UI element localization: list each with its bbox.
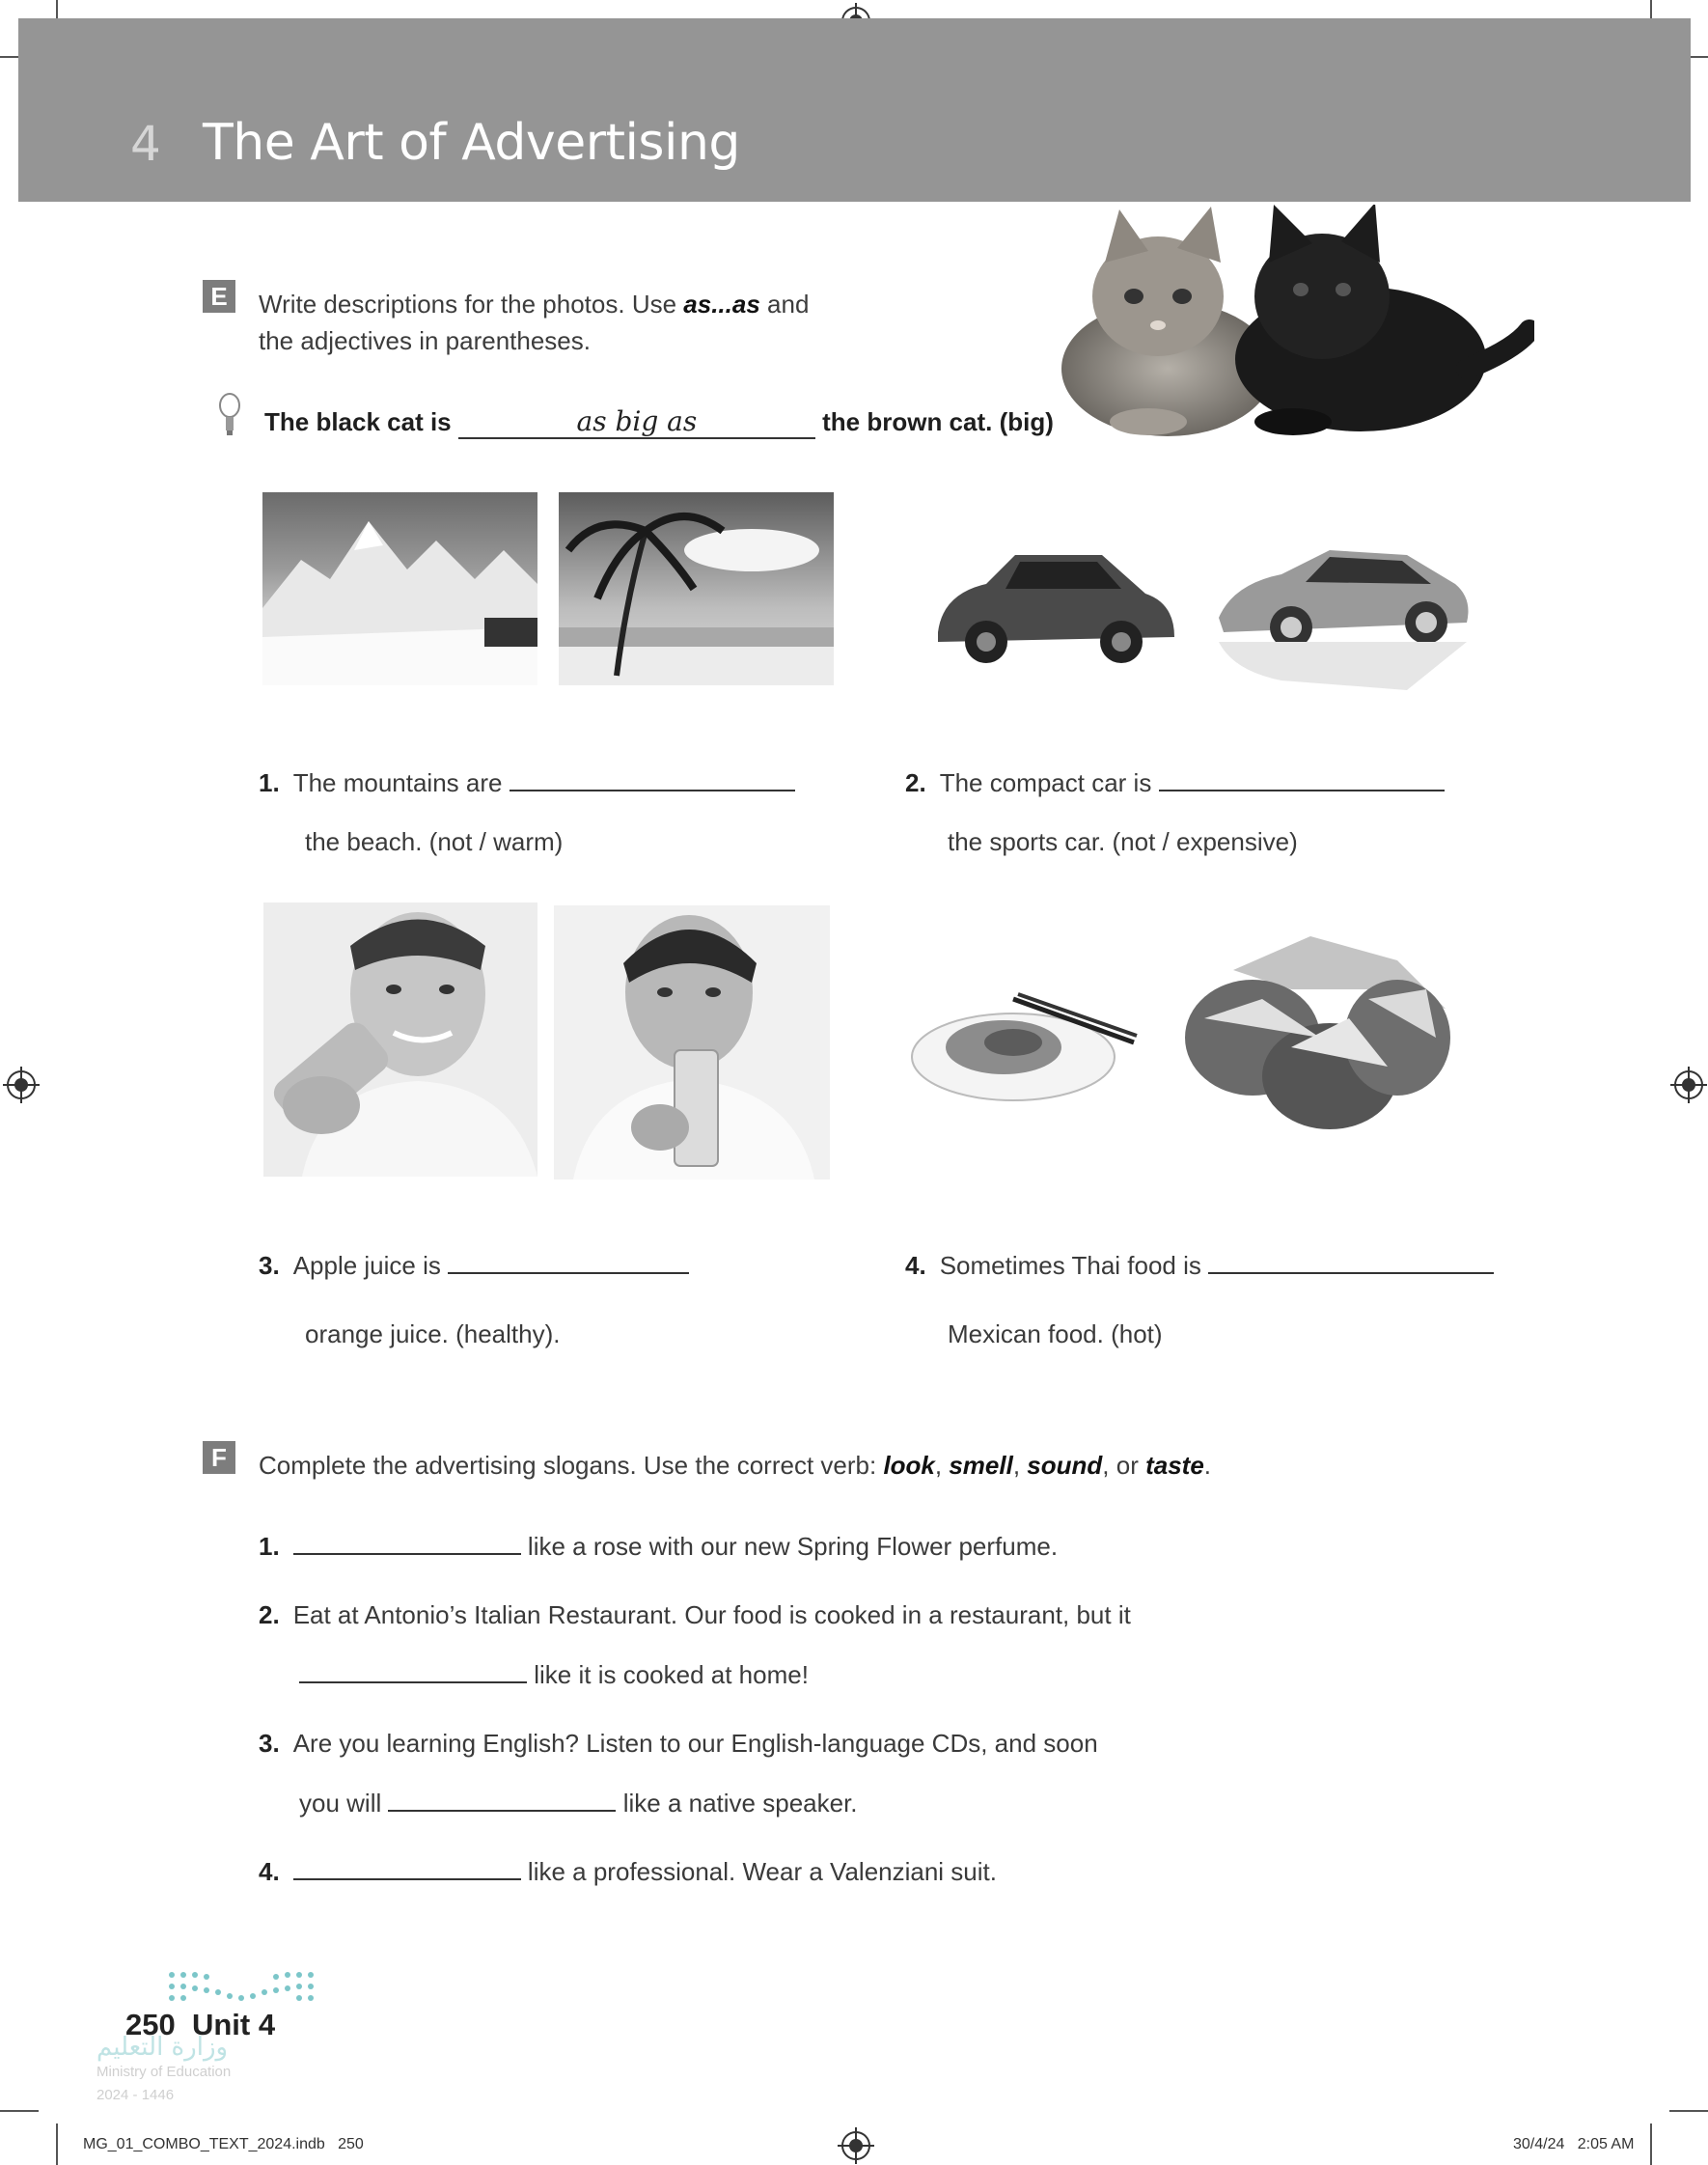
question-4: 4. Sometimes Thai food is <box>905 1251 1494 1281</box>
slogan-1: 1. like a rose with our new Spring Flower perfume. <box>259 1532 1059 1561</box>
section-badge-e: E <box>203 280 235 313</box>
crop-mark <box>1650 2123 1652 2165</box>
slogan-blank-2[interactable] <box>299 1681 527 1683</box>
print-date: 30/4/24 2:05 AM <box>1513 2136 1635 2152</box>
mountains-photo <box>262 492 537 685</box>
slogan-3-line2: you will like a native speaker. <box>299 1789 858 1818</box>
sports-car-photo <box>1214 526 1474 719</box>
registration-mark-icon <box>841 2131 870 2160</box>
example-answer: as big as <box>458 405 815 439</box>
young-man-water-photo <box>263 902 537 1177</box>
slogan-2-line2: like it is cooked at home! <box>299 1660 809 1690</box>
section-f-instruction: Complete the advertising slogans. Use the correct verb: look, smell, sound, or taste. <box>259 1451 1212 1480</box>
answer-blank-2[interactable] <box>1159 790 1445 791</box>
section-badge-f: F <box>203 1441 235 1474</box>
question-4-line2: Mexican food. (hot) <box>948 1319 1163 1348</box>
slogan-3: 3. Are you learning English? Listen to our English-language CDs, and soon <box>259 1729 1098 1758</box>
registration-mark-icon <box>7 1070 36 1099</box>
question-3-line2: orange juice. (healthy). <box>305 1319 561 1348</box>
section-e-instruction: Write descriptions for the photos. Use as...as and the adjectives in parentheses. <box>259 290 810 355</box>
kittens-photo <box>1033 205 1534 446</box>
beach-photo <box>559 492 834 685</box>
page-number-label: 250 Unit 4 <box>125 2008 276 2041</box>
crop-mark <box>56 2123 58 2165</box>
answer-blank-1[interactable] <box>510 790 795 791</box>
header-band <box>18 18 1691 202</box>
question-2-line2: the sports car. (not / expensive) <box>948 827 1298 856</box>
crop-mark <box>0 2110 39 2112</box>
question-1-line2: the beach. (not / warm) <box>305 827 564 856</box>
crop-mark <box>1669 2110 1708 2112</box>
ministry-years: 2024 - 1446 <box>96 2087 175 2103</box>
registration-mark-icon <box>1674 1070 1703 1099</box>
question-2: 2. The compact car is <box>905 768 1445 798</box>
question-1: 1. The mountains are <box>259 768 795 798</box>
ministry-english: Ministry of Education <box>96 2064 232 2080</box>
answer-blank-3[interactable] <box>448 1272 689 1274</box>
compact-car-photo <box>928 541 1179 671</box>
young-man-juice-photo <box>554 905 830 1180</box>
print-file-info: MG_01_COMBO_TEXT_2024.indb 250 <box>83 2136 364 2152</box>
slogan-2: 2. Eat at Antonio’s Italian Restaurant. Our food is cooked in a restaurant, but it <box>259 1600 1131 1629</box>
ministry-logo-icon <box>164 1969 318 2012</box>
example-sentence: The black cat is as big as the brown cat. (big) <box>264 405 1054 437</box>
page-title: The Art of Advertising <box>203 114 740 172</box>
question-3: 3. Apple juice is <box>259 1251 689 1281</box>
mexican-food-photo <box>1175 931 1455 1139</box>
slogan-blank-4[interactable] <box>293 1878 521 1880</box>
thai-food-photo <box>907 960 1139 1105</box>
lightbulb-icon <box>218 392 241 441</box>
slogan-4: 4. like a professional. Wear a Valenziani suit. <box>259 1857 997 1886</box>
ministry-arabic: وزارة التعليم <box>96 2033 229 2062</box>
unit-number: 4 <box>130 116 161 172</box>
slogan-blank-1[interactable] <box>293 1553 521 1555</box>
answer-blank-4[interactable] <box>1208 1272 1494 1274</box>
slogan-blank-3[interactable] <box>388 1810 616 1812</box>
